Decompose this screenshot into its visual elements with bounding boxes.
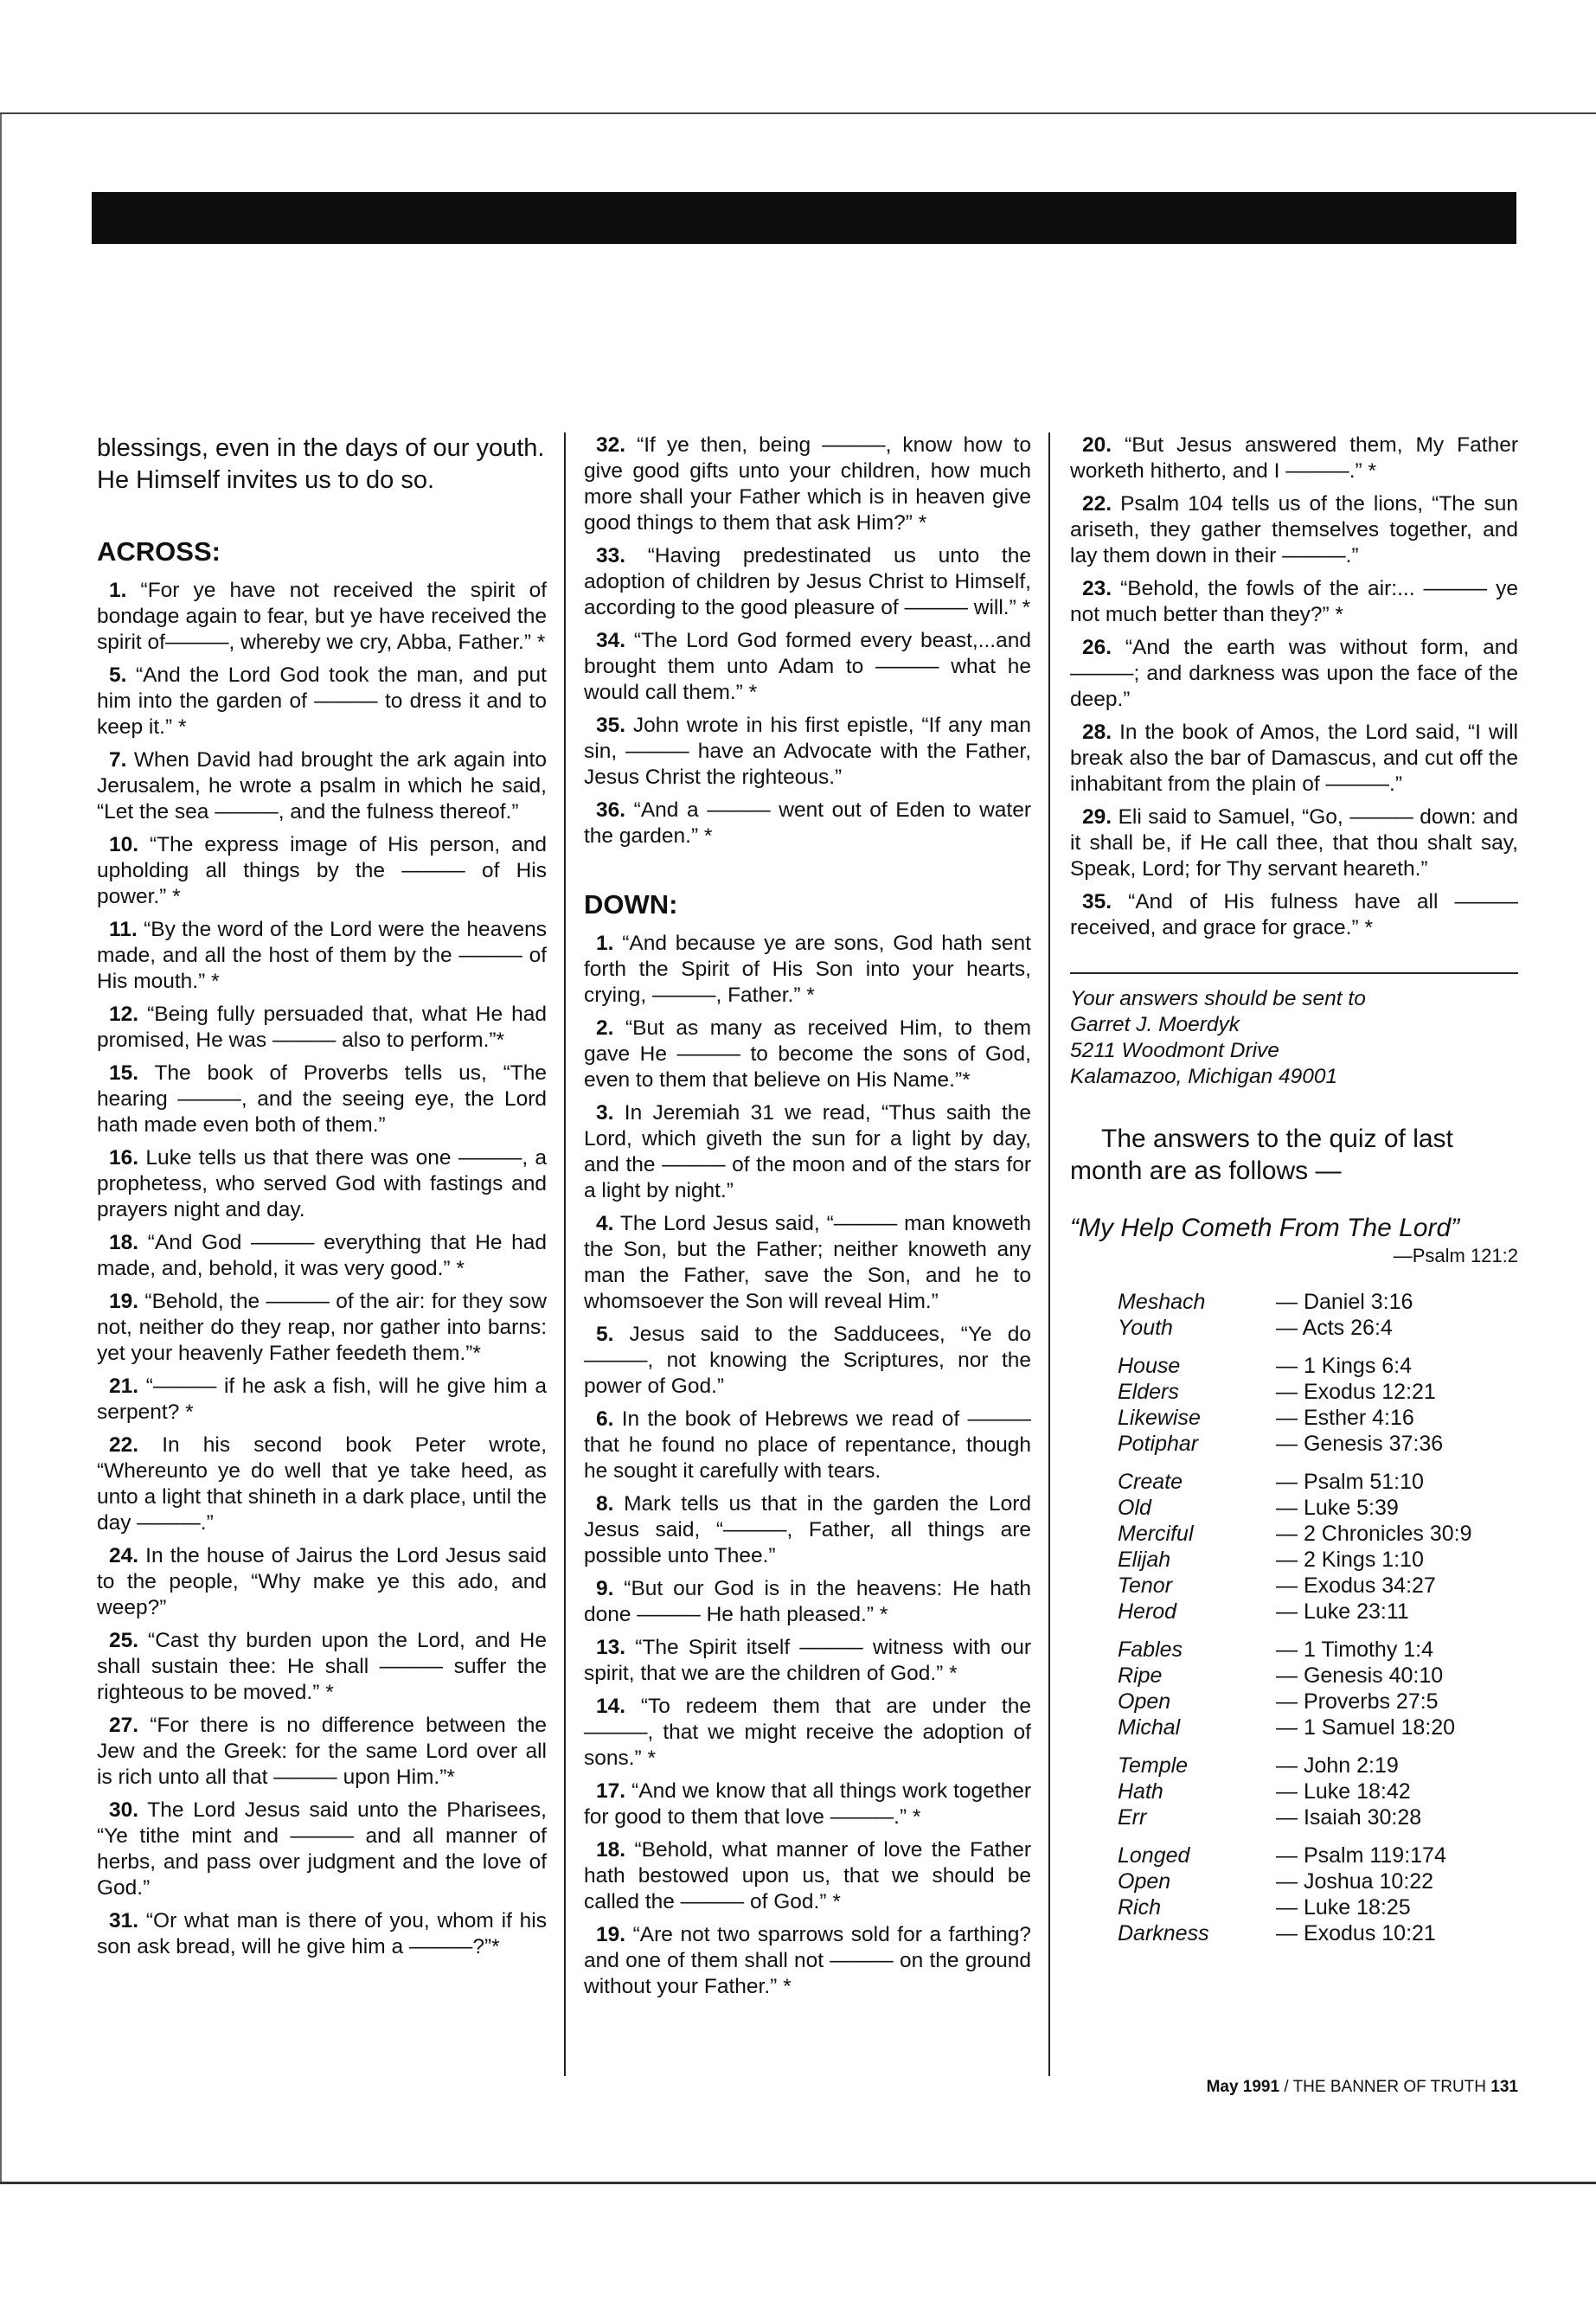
answer-reference: — 2 Chronicles 30:9 bbox=[1276, 1522, 1472, 1546]
quiz-title: “My Help Cometh From The Lord” bbox=[1070, 1214, 1460, 1242]
clue bbox=[584, 433, 1031, 536]
clue bbox=[97, 1289, 547, 1367]
footer-publication: / THE BANNER OF TRUTH bbox=[1284, 2078, 1487, 2096]
page-left-edge bbox=[0, 112, 2, 2184]
answer-reference: — 1 Kings 6:4 bbox=[1276, 1354, 1413, 1378]
answer-word: Open bbox=[1118, 1689, 1171, 1714]
clue-text: The Lord Jesus said, “——— man knoweth the Son, but the Father; neither knoweth any man the Father, save the Son, and he to whomsoever the Son will reveal Him.” bbox=[584, 1212, 1031, 1313]
answer-reference: — Joshua 10:22 bbox=[1276, 1869, 1434, 1894]
answer-row bbox=[1118, 1689, 1518, 1715]
clue bbox=[584, 1016, 1031, 1093]
clue-number: 30. bbox=[109, 1798, 139, 1822]
column-divider bbox=[564, 433, 566, 2076]
clue bbox=[1070, 889, 1518, 941]
answer-reference: — Proverbs 27:5 bbox=[1276, 1689, 1439, 1714]
answer-group bbox=[1118, 1353, 1518, 1457]
clue bbox=[1070, 804, 1518, 882]
clue bbox=[97, 1374, 547, 1426]
down-heading: DOWN: bbox=[584, 889, 678, 920]
answer-row bbox=[1118, 1715, 1518, 1740]
column-divider bbox=[1048, 433, 1050, 2076]
answer-row bbox=[1118, 1804, 1518, 1830]
answer-reference: — 2 Kings 1:10 bbox=[1276, 1548, 1424, 1572]
clue-text: “And because ye are sons, God hath sent forth the Spirit of His Son into your hearts, crying, ———, Father.” * bbox=[584, 932, 1031, 1007]
clue bbox=[584, 798, 1031, 849]
answer-word: Elijah bbox=[1118, 1548, 1171, 1572]
answer-word: Herod bbox=[1118, 1599, 1177, 1624]
clue-text: John wrote in his first epistle, “If any man sin, ——— have an Advocate with the Father, Jesus Christ the righteous.” bbox=[584, 714, 1031, 789]
clue bbox=[97, 578, 547, 656]
clue-text: In the book of Amos, the Lord said, “I will break also the bar of Damascus, and cut off the inhabitant from the plain of ———.” bbox=[1070, 721, 1518, 796]
clue bbox=[97, 747, 547, 825]
answers-intro: The answers to the quiz of last month are as follows — bbox=[1070, 1125, 1453, 1185]
answer-reference: — Psalm 51:10 bbox=[1276, 1470, 1424, 1494]
clue-text: “By the word of the Lord were the heavens made, and all the host of them by the ——— of His mouth.” * bbox=[97, 918, 547, 993]
clue bbox=[1070, 635, 1518, 713]
answer-reference: — 1 Samuel 18:20 bbox=[1276, 1715, 1456, 1740]
clue-number: 5. bbox=[596, 1323, 614, 1346]
answer-reference: — Luke 18:25 bbox=[1276, 1895, 1411, 1920]
answer-group bbox=[1118, 1289, 1518, 1341]
clue bbox=[584, 1694, 1031, 1772]
clue-number: 35. bbox=[596, 714, 626, 737]
clue-number: 4. bbox=[596, 1212, 614, 1235]
clue bbox=[584, 1837, 1031, 1915]
answer-word: Michal bbox=[1118, 1715, 1181, 1740]
clue-text: “And the earth was without form, and ———; and darkness was upon the face of the deep.” bbox=[1070, 636, 1519, 711]
clue-number: 3. bbox=[596, 1101, 614, 1125]
clue-number: 2. bbox=[596, 1016, 614, 1040]
clue-text: Eli said to Samuel, “Go, ——— down: and it shall be, if He call thee, that thou shalt say, Speak, Lord; for Thy servant heareth.” bbox=[1070, 805, 1518, 881]
answer-reference: — Exodus 10:21 bbox=[1276, 1921, 1436, 1945]
clue-number: 29. bbox=[1082, 805, 1112, 829]
answer-row bbox=[1118, 1405, 1518, 1431]
clue-text: In Jeremiah 31 we read, “Thus saith the Lord, which giveth the sun for a light by day, and the ——— of the moon and of the stars for a light by night.” bbox=[584, 1101, 1031, 1202]
clue-number: 1. bbox=[109, 579, 127, 602]
answer-word: House bbox=[1118, 1354, 1181, 1378]
answer-reference: — Exodus 34:27 bbox=[1276, 1574, 1436, 1598]
clue-number: 19. bbox=[109, 1290, 139, 1313]
clue bbox=[97, 663, 547, 740]
across-clue-list bbox=[97, 578, 547, 1960]
answer-word: Meshach bbox=[1118, 1290, 1206, 1314]
clue bbox=[97, 1908, 547, 1960]
clue bbox=[97, 1433, 547, 1536]
intro-line-2: He Himself invites us to do so. bbox=[97, 466, 435, 494]
across-heading: ACROSS: bbox=[97, 536, 221, 567]
clue-number: 24. bbox=[109, 1544, 139, 1567]
clue-text: Jesus said to the Sadducees, “Ye do ———, not knowing the Scriptures, nor the power of God.” bbox=[584, 1323, 1032, 1398]
answer-address bbox=[1070, 986, 1518, 1090]
down-clue-list bbox=[584, 931, 1031, 2000]
answer-row bbox=[1118, 1894, 1518, 1920]
clue bbox=[584, 628, 1031, 706]
clue-number: 7. bbox=[109, 748, 127, 772]
clue-text: “Cast thy burden upon the Lord, and He shall sustain thee: He shall ——— suffer the righteous to be moved.” * bbox=[97, 1629, 547, 1704]
clue bbox=[584, 1211, 1031, 1315]
clue-text: Mark tells us that in the garden the Lord Jesus said, “———, Father, all things are possible unto Thee.” bbox=[584, 1492, 1031, 1567]
clue bbox=[1070, 720, 1518, 798]
answer-group bbox=[1118, 1753, 1518, 1830]
clue bbox=[97, 832, 547, 910]
clue-number: 18. bbox=[596, 1838, 626, 1862]
answer-reference: — Exodus 12:21 bbox=[1276, 1380, 1436, 1404]
clue bbox=[584, 1322, 1031, 1400]
clue-text: When David had brought the ark again into Jerusalem, he wrote a psalm in which he said, “Let the sea ———, and the fulness thereof.” bbox=[97, 748, 547, 824]
clue-text: “For ye have not received the spirit of bondage again to fear, but ye have received the spirit of———, whereby we cry, Abba, Father.” * bbox=[97, 579, 547, 654]
clue-text: In his second book Peter wrote, “Whereunto ye do well that ye take heed, as unto a light that shineth in a dark place, until the day ———.” bbox=[97, 1433, 547, 1535]
address-line: 5211 Woodmont Drive bbox=[1070, 1039, 1279, 1062]
clue-number: 23. bbox=[1082, 577, 1112, 600]
answer-row bbox=[1118, 1289, 1518, 1315]
clue bbox=[584, 931, 1031, 1009]
clue bbox=[584, 1779, 1031, 1830]
clue bbox=[584, 713, 1031, 791]
answers-divider bbox=[1070, 972, 1518, 974]
answer-reference: — Luke 18:42 bbox=[1276, 1779, 1411, 1804]
clue bbox=[97, 917, 547, 995]
clue-number: 28. bbox=[1082, 721, 1112, 744]
answer-word: Temple bbox=[1118, 1753, 1189, 1778]
answer-group bbox=[1118, 1843, 1518, 1946]
clue bbox=[97, 1628, 547, 1706]
answer-row bbox=[1118, 1315, 1518, 1341]
answer-row bbox=[1118, 1573, 1518, 1599]
clue-text: “But our God is in the heavens: He hath done ——— He hath pleased.” * bbox=[584, 1577, 1031, 1626]
answer-word: Old bbox=[1118, 1496, 1151, 1520]
answer-reference: — Genesis 37:36 bbox=[1276, 1432, 1444, 1456]
answer-reference: — Psalm 119:174 bbox=[1276, 1843, 1446, 1868]
answer-row bbox=[1118, 1663, 1518, 1689]
clue-text: “The Spirit itself ——— witness with our spirit, that we are the children of God.” * bbox=[584, 1636, 1031, 1685]
answer-row bbox=[1118, 1495, 1518, 1521]
clue bbox=[97, 1230, 547, 1282]
answer-word: Rich bbox=[1118, 1895, 1162, 1920]
answer-reference: — Acts 26:4 bbox=[1276, 1316, 1393, 1340]
address-line: Kalamazoo, Michigan 49001 bbox=[1070, 1065, 1338, 1088]
page-bottom-rule bbox=[0, 2182, 1596, 2184]
clue-text: “But Jesus answered them, My Father worketh hitherto, and I ———.” * bbox=[1070, 433, 1518, 483]
clue-text: The Lord Jesus said unto the Pharisees, “Ye tithe mint and ——— and all manner of herbs, and pass over judgment and the love of God.” bbox=[97, 1798, 547, 1900]
clue-number: 17. bbox=[596, 1779, 626, 1803]
clue-text: “And we know that all things work together for good to them that love ———.” * bbox=[584, 1779, 1032, 1829]
address-line: Garret J. Moerdyk bbox=[1070, 1013, 1240, 1036]
intro-text bbox=[97, 433, 547, 497]
clue bbox=[97, 1798, 547, 1901]
answer-word: Hath bbox=[1118, 1779, 1163, 1804]
clue-number: 22. bbox=[1082, 492, 1112, 516]
clue-number: 33. bbox=[596, 544, 626, 567]
answer-group bbox=[1118, 1469, 1518, 1625]
page-top-rule bbox=[0, 112, 1596, 114]
clue bbox=[584, 1635, 1031, 1687]
answer-row bbox=[1118, 1599, 1518, 1625]
answer-list bbox=[1070, 1289, 1518, 1946]
clue-text: “Having predestinated us unto the adoption of children by Jesus Christ to Himself, according to the good pleasure of ——— will.” * bbox=[584, 544, 1031, 619]
footer-date: May 1991 bbox=[1206, 2078, 1280, 2096]
clue-number: 21. bbox=[109, 1375, 139, 1398]
clue-text: “The express image of His person, and upholding all things by the ——— of His power.” * bbox=[97, 833, 547, 908]
clue-number: 9. bbox=[596, 1577, 614, 1600]
clue-number: 31. bbox=[109, 1909, 139, 1932]
clue-number: 8. bbox=[596, 1492, 614, 1516]
answer-row bbox=[1118, 1379, 1518, 1405]
across-clue-list-continued bbox=[584, 433, 1031, 849]
intro-line-1: blessings, even in the days of our youth. bbox=[97, 434, 545, 462]
answer-word: Darkness bbox=[1118, 1921, 1209, 1945]
answer-word: Likewise bbox=[1118, 1406, 1201, 1430]
clue-number: 14. bbox=[596, 1695, 626, 1718]
answer-word: Create bbox=[1118, 1470, 1183, 1494]
answer-word: Open bbox=[1118, 1869, 1171, 1894]
clue-number: 22. bbox=[109, 1433, 139, 1457]
clue-number: 27. bbox=[109, 1714, 139, 1737]
clue-text: “To redeem them that are under the ———, that we might receive the adoption of sons.” * bbox=[584, 1695, 1031, 1770]
answer-row bbox=[1118, 1469, 1518, 1495]
answer-row bbox=[1118, 1920, 1518, 1946]
clue-text: Psalm 104 tells us of the lions, “The sun ariseth, they gather themselves together, and lay them down in their ———.” bbox=[1070, 492, 1518, 567]
answer-row bbox=[1118, 1547, 1518, 1573]
clue bbox=[584, 1922, 1031, 2000]
clue-number: 20. bbox=[1082, 433, 1112, 457]
clue-number: 12. bbox=[109, 1003, 139, 1026]
clue-text: “Behold, what manner of love the Father hath bestowed upon us, that we should be called the ——— of God.” * bbox=[584, 1838, 1031, 1913]
answer-row bbox=[1118, 1431, 1518, 1457]
clue-text: “Being fully persuaded that, what He had promised, He was ——— also to perform.”* bbox=[97, 1003, 548, 1052]
quiz-reference: —Psalm 121:2 bbox=[1393, 1245, 1518, 1266]
answer-reference: — 1 Timothy 1:4 bbox=[1276, 1638, 1434, 1662]
header-bar bbox=[92, 192, 1516, 244]
clue-number: 6. bbox=[596, 1407, 614, 1431]
clue bbox=[584, 1407, 1031, 1484]
clue bbox=[1070, 576, 1518, 628]
column-3 bbox=[1070, 433, 1518, 1958]
clue-text: The book of Proverbs tells us, “The hearing ———, and the seeing eye, the Lord hath made even both of them.” bbox=[97, 1061, 547, 1137]
answer-reference: — Luke 23:11 bbox=[1276, 1599, 1409, 1624]
clue-number: 26. bbox=[1082, 636, 1112, 659]
answer-group bbox=[1118, 1637, 1518, 1740]
clue bbox=[97, 1145, 547, 1223]
clue bbox=[97, 1061, 547, 1138]
clue-text: “Behold, the fowls of the air:... ——— ye not much better than they?” * bbox=[1070, 577, 1518, 626]
clue bbox=[584, 543, 1031, 621]
clue-text: “But as many as received Him, to them gave He ——— to become the sons of God, even to them that believe on His Name.”* bbox=[584, 1016, 1031, 1092]
answer-reference: — Esther 4:16 bbox=[1276, 1406, 1414, 1430]
clue-number: 36. bbox=[596, 798, 626, 822]
answer-word: Merciful bbox=[1118, 1522, 1194, 1546]
address-line: Your answers should be sent to bbox=[1070, 987, 1366, 1010]
answer-word: Elders bbox=[1118, 1380, 1179, 1404]
clue-number: 5. bbox=[109, 663, 127, 687]
answer-row bbox=[1118, 1521, 1518, 1547]
clue-number: 1. bbox=[596, 932, 614, 955]
clue-text: “And the Lord God took the man, and put him into the garden of ——— to dress it and to keep it.” * bbox=[97, 663, 547, 739]
clue bbox=[97, 1002, 547, 1054]
answer-word: Youth bbox=[1118, 1316, 1173, 1340]
answer-row bbox=[1118, 1843, 1518, 1868]
clue-number: 11. bbox=[109, 918, 138, 941]
clue-number: 35. bbox=[1082, 890, 1112, 913]
column-1 bbox=[97, 433, 547, 1967]
answer-row bbox=[1118, 1637, 1518, 1663]
answer-word: Longed bbox=[1118, 1843, 1190, 1868]
answer-row bbox=[1118, 1868, 1518, 1894]
clue-text: “For there is no difference between the Jew and the Greek: for the same Lord over all is rich unto all that ——— upon Him.”* bbox=[97, 1714, 547, 1789]
clue-text: “——— if he ask a fish, will he give him a serpent? * bbox=[97, 1375, 547, 1424]
clue-text: “Or what man is there of you, whom if his son ask bread, will he give him a ———?”* bbox=[97, 1909, 547, 1958]
clue bbox=[1070, 433, 1518, 484]
clue bbox=[1070, 491, 1518, 569]
answer-word: Fables bbox=[1118, 1638, 1183, 1662]
answer-row bbox=[1118, 1753, 1518, 1779]
clue-number: 10. bbox=[109, 833, 139, 856]
answer-word: Ripe bbox=[1118, 1663, 1163, 1688]
answer-reference: — Genesis 40:10 bbox=[1276, 1663, 1444, 1688]
clue-text: “Are not two sparrows sold for a farthing? and one of them shall not ——— on the ground without your Father.” * bbox=[584, 1923, 1031, 1998]
answer-reference: — Daniel 3:16 bbox=[1276, 1290, 1413, 1314]
clue-text: “And God ——— everything that He had made, and, behold, it was very good.” * bbox=[97, 1231, 548, 1280]
page-footer bbox=[1181, 2078, 1518, 2097]
clue-text: “The Lord God formed every beast,...and brought them unto Adam to ——— what he would call them.” * bbox=[584, 629, 1031, 704]
answer-reference: — John 2:19 bbox=[1276, 1753, 1399, 1778]
clue bbox=[97, 1543, 547, 1621]
clue-text: In the book of Hebrews we read of ——— that he found no place of repentance, though he sought it carefully with tears. bbox=[584, 1407, 1032, 1483]
clue-number: 32. bbox=[596, 433, 626, 457]
clue bbox=[97, 1713, 547, 1791]
answer-row bbox=[1118, 1353, 1518, 1379]
column-2 bbox=[584, 433, 1031, 2007]
answer-word: Tenor bbox=[1118, 1574, 1173, 1598]
clue-text: “Behold, the ——— of the air: for they sow not, neither do they reap, nor gather into barns: yet your heavenly Father feedeth them.”* bbox=[97, 1290, 548, 1365]
clue-number: 13. bbox=[596, 1636, 626, 1659]
clue-text: “And a ——— went out of Eden to water the garden.” * bbox=[584, 798, 1032, 848]
clue bbox=[584, 1576, 1031, 1628]
clue-text: “If ye then, being ———, know how to give good gifts unto your children, how much more shall your Father which is in heaven give good things to them that ask Him?” * bbox=[584, 433, 1031, 535]
answer-row bbox=[1118, 1779, 1518, 1804]
answer-reference: — Isaiah 30:28 bbox=[1276, 1805, 1422, 1830]
clue bbox=[584, 1100, 1031, 1204]
page-number: 131 bbox=[1490, 2078, 1518, 2096]
clue-number: 15. bbox=[109, 1061, 139, 1085]
clue-number: 19. bbox=[596, 1923, 626, 1946]
clue-number: 16. bbox=[109, 1146, 139, 1170]
clue bbox=[584, 1491, 1031, 1569]
answer-word: Potiphar bbox=[1118, 1432, 1199, 1456]
answer-reference: — Luke 5:39 bbox=[1276, 1496, 1399, 1520]
clue-text: “And of His fulness have all ——— received, and grace for grace.” * bbox=[1070, 890, 1518, 939]
clue-number: 34. bbox=[596, 629, 626, 652]
down-clue-list-continued bbox=[1070, 433, 1518, 941]
clue-text: Luke tells us that there was one ———, a prophetess, who served God with fastings and prayers night and day. bbox=[97, 1146, 547, 1221]
clue-number: 25. bbox=[109, 1629, 139, 1652]
clue-text: In the house of Jairus the Lord Jesus said to the people, “Why make ye this ado, and weep?” bbox=[97, 1544, 548, 1619]
clue-number: 18. bbox=[109, 1231, 139, 1254]
answer-word: Err bbox=[1118, 1805, 1147, 1830]
